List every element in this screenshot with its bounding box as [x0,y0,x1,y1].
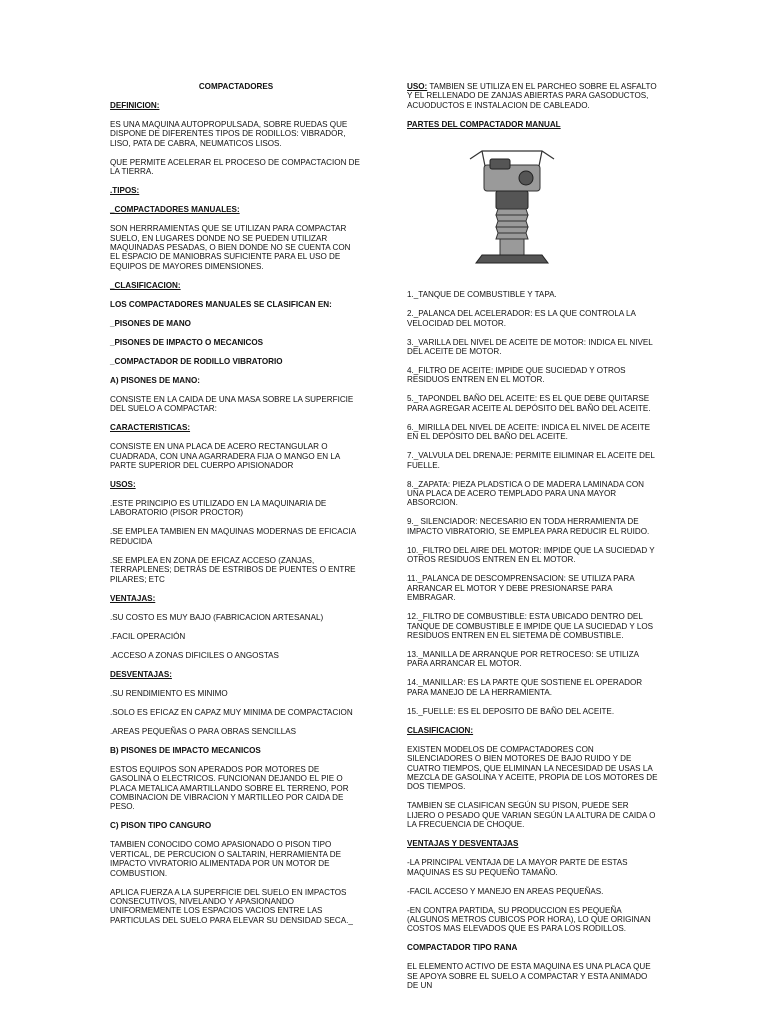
parts-list [407,290,659,716]
caracteristicas-heading: CARACTERISTICAS: [110,423,191,433]
bellows-mark [496,209,528,239]
part-item: 14._MANILLAR: ES LA PARTE QUE SOSTIENE EL OPERADOR PARA MANEJO DE LA HERRAMIENTA. [407,678,643,697]
uso-text: TAMBIEN SE UTILIZA EN EL PARCHEO SOBRE EL ASFALTO Y EL RELLENADO DE ZANJAS ABIERTAS PARA GASODUCTOS, ACUODUCTOS E INSTALACION DE CABLEADO. [407,82,657,110]
section-b-paragraph: ESTOS EQUIPOS SON APERADOS POR MOTORES DE GASOLINA O ELECTRICOS. FUNCIONAN DEJANDO EL PIE O PLACA METALICA AMARTILLANDO SOBRE EL TERRENO, POR COMBINACION DE VIBRACION Y MARTILLEO POR CAIDA DE PESO. [110,764,349,812]
definicion-heading: DEFINICION: [110,101,160,110]
caracteristicas-paragraph: CONSISTE EN UNA PLACA DE ACERO RECTANGULAR O CUADRADA, CON UNA AGARRADERA FIJA O MANGO EN LA PARTE SUPERIOR DEL CUERPO APISIONADOR [110,442,340,471]
manuales-heading: _COMPACTADORES MANUALES: [110,205,240,215]
part-item: 6._MIRILLA DEL NIVEL DE ACEITE: INDICA EL NIVEL DE ACEITE EN EL DEPÓSITO DEL BAÑO DEL ACEITE. [407,422,651,442]
uso-paragraph [407,82,659,110]
usos-item-3: .SE EMPLEA EN ZONA DE EFICAZ ACCESO (ZANJAS, TERRAPLENES; DETRÁS DE ESTRIBOS DE PUENTES O ENTRE PILARES; ETC [110,555,356,584]
section-c-paragraph-2: APLICA FUERZA A LA SUPERFICIE DEL SUELO EN IMPACTOS CONSECUTIVOS, NIVELANDO Y APASIONANDO UNIFORMEMENTE LOS ESPACIOS VACIOS ENTRE LAS PARTICULAS DEL SUELO PARA ELEVAR SU DENSIDAD SECA._ [110,887,353,925]
definicion-paragraph-2: QUE PERMITE ACELERAR EL PROCESO DE COMPACTACION DE LA TIERRA. [110,157,360,177]
compactor-illustration [462,141,562,276]
section-c-paragraph-1: TAMBIEN CONOCIDO COMO APASIONADO O PISON TIPO VERTICAL, DE PERCUCION O SALTARIN, HERRAMIENTA DE IMPACTO VIVRATORIO ALIMENTADA POR UN MOTOR DE COMBUSTION. [110,840,342,878]
part-item: 8._ZAPATA: PIEZA PLADSTICA O DE MADERA LAMINADA CON UNA PLACA DE ACERO TEMPLADO PARA UNA MAYOR ABSORCION. [407,479,645,508]
part-item: 9._ SILENCIADOR: NECESARIO EN TODA HERRAMIENTA DE IMPACTO VIBRATORIO, SE EMPLEA PARA REDUCIR EL RUIDO. [407,517,650,536]
part-item: 4._FILTRO DE ACEITE: IMPIDE QUE SUCIEDAD Y OTROS RESIDUOS ENTREN EN EL MOTOR. [407,366,626,385]
class-item-2: _PISONES DE IMPACTO O MECANICOS [110,337,264,347]
ventajas-desventajas-item-2: -FACIL ACCESO Y MANEJO EN AREAS PEQUEÑAS. [407,886,604,896]
desventajas-heading: DESVENTAJAS: [110,669,172,679]
class-item-3: _COMPACTADOR DE RODILLO VIBRATORIO [110,356,283,366]
definicion-paragraph-1: ES UNA MAQUINA AUTOPROPULSADA, SOBRE RUEDAS QUE DISPONE DE DIFERENTES TIPOS DE RODILLOS: VIBRADOR, LISO, PATA DE CABRA, NEUMATICOS LISOS. [110,120,348,148]
ventajas-desventajas-heading: VENTAJAS Y DESVENTAJAS [407,839,519,849]
part-item: 5._TAPONDEL BAÑO DEL ACEITE: ES EL QUE DEBE QUITARSE PARA AGREGAR ACEITE AL DEPÓSITO DEL BAÑO DEL ACEITE. [407,394,651,413]
right-column [407,82,659,1000]
tipos-heading: .TIPOS: [110,186,140,196]
ventajas-item-2: .FACIL OPERACIÓN [110,631,186,641]
desventajas-item-1: .SU RENDIMIENTO ES MINIMO [110,688,228,698]
page-title: COMPACTADORES [198,82,274,91]
clasificacion-paragraph-2: TAMBIEN SE CLASIFICAN SEGÚN SU PISON, PUEDE SER LIJERO O PESADO QUE VARIAN SEGÚN LA ALTURA DE CAIDA O LA FRECUENCIA DE CHOQUE. [407,801,656,830]
ventajas-desventajas-item-1: -LA PRINCIPAL VENTAJA DE LA MAYOR PARTE DE ESTAS MAQUINAS ES SU PEQUEÑO TAMAÑO. [407,858,628,877]
usos-item-2: .SE EMPLEA TAMBIEN EN MAQUINAS MODERNAS DE EFICACIA REDUCIDA [110,527,356,546]
part-item: 1._TANQUE DE COMBUSTIBLE Y TAPA. [407,290,557,300]
desventajas-item-3: .AREAS PEQUEÑAS O PARA OBRAS SENCILLAS [110,726,297,736]
part-item: 3._VARILLA DEL NIVEL DE ACEITE DE MOTOR: INDICA EL NIVEL DEL ACEITE DE MOTOR. [407,337,653,357]
uso-label: USO: [407,82,428,91]
part-item: 13._MANILLA DE ARRANQUE POR RETROCESO: SE UTILIZA PARA ARRANCAR EL MOTOR. [407,649,639,669]
part-item: 11._PALANCA DE DESCOMPRENSACION: SE UTILIZA PARA ARRANCAR EL MOTOR Y DEBE PRESIONARSE PARA EMBRAGAR. [407,574,635,603]
part-item: 2._PALANCA DEL ACELERADOR: ES LA QUE CONTROLA LA VELOCIDAD DEL MOTOR. [407,309,636,328]
ventajas-heading: VENTAJAS: [110,593,156,603]
ventajas-desventajas-item-3: -EN CONTRA PARTIDA, SU PRODUCCION ES PEQUEÑA (ALGUNOS METROS CUBICOS POR HORA), LO QUE ORIGINAN COSTOS MAS ELEVADOS QUE ES PARA LOS RODILLOS. [407,905,651,934]
part-item: 12._FILTRO DE COMBUSTIBLE: ESTA UBICADO DENTRO DEL TANQUE DE COMBUSTIBLE E IMPIDE QUE LA SUCIEDAD Y LOS RESIDUOS ENTREN EN EL SIETEMA DE COMBUSTIBLE. [407,612,654,640]
section-b-heading: B) PISONES DE IMPACTO MECANICOS [110,745,261,755]
class-item-1: _PISONES DE MANO [110,318,191,328]
ventajas-item-3: .ACCESO A ZONAS DIFICILES O ANGOSTAS [110,650,279,660]
clasificacion-heading-right: CLASIFICACION: [407,725,474,735]
partes-heading: PARTES DEL COMPACTADOR MANUAL [407,119,561,129]
clasificacion-paragraph-1: EXISTEN MODELOS DE COMPACTADORES CON SILENCIADORES O BIEN MOTORES DE BAJO RUIDO Y DE CUATRO TIEMPOS, QUE ELIMINAN LA NECESIDAD DE USAS LA MEZCLA DE GASOLINA Y ACEITE, PROPIA DE LOS MOTORES DE DOS TIEMPOS. [407,744,658,792]
section-a-heading: A) PISONES DE MANO: [110,375,200,385]
clasifican-line: LOS COMPACTADORES MANUALES SE CLASIFICAN EN: [110,299,332,309]
part-item: 15._FUELLE: ES EL DEPOSITO DE BAÑO DEL ACEITE. [407,706,615,716]
lower-leg-mark [500,239,524,255]
part-item: 10._FILTRO DEL AIRE DEL MOTOR: IMPIDE QUE LA SUCIEDAD Y OTROS RESIDUOS ENTREN EN EL MOTOR. [407,545,655,565]
usos-item-1: .ESTE PRINCIPIO ES UTILIZADO EN LA MAQUINARIA DE LABORATORIO (PISOR PROCTOR) [110,499,327,518]
left-column [110,82,362,935]
rana-heading: COMPACTADOR TIPO RANA [407,943,518,953]
part-item: 7._VALVULA DEL DRENAJE: PERMITE EILIMINAR EL ACEITE DEL FUELLE. [407,451,655,470]
section-c-heading: C) PISON TIPO CANGURO [110,821,212,831]
clasificacion-heading: _CLASIFICACION: [110,280,181,290]
desventajas-item-2: .SOLO ES EFICAZ EN CAPAZ MUY MINIMA DE COMPACTACION [110,707,353,717]
upper-body-mark [496,191,528,209]
fuel-tank-mark [490,159,510,169]
ventajas-item-1: .SU COSTO ES MUY BAJO (FABRICACION ARTESANAL) [110,612,324,622]
shoe-plate-mark [476,255,548,263]
manuales-paragraph: SON HERRRAMIENTAS QUE SE UTILIZAN PARA COMPACTAR SUELO, EN LUGARES DONDE NO SE PUEDEN UTILIZAR MAQUINADAS PESADAS, O BIEN DONDE NO SE CUENTA CON EL ESPACIO DE MANIOBRAS SUFICIENTE PARA EL USO DE EQUIPOS DE MAYORES DIMENSIONES. [110,224,351,271]
air-filter-mark [519,171,533,185]
usos-heading: USOS: [110,480,136,490]
rana-paragraph: EL ELEMENTO ACTIVO DE ESTA MAQUINA ES UNA PLACA QUE SE APOYA SOBRE EL SUELO A COMPACTAR Y ESTA ANIMADO DE UN [407,962,651,991]
section-a-paragraph: CONSISTE EN LA CAIDA DE UNA MASA SOBRE LA SUPERFICIE DEL SUELO A COMPACTAR: [110,394,354,414]
